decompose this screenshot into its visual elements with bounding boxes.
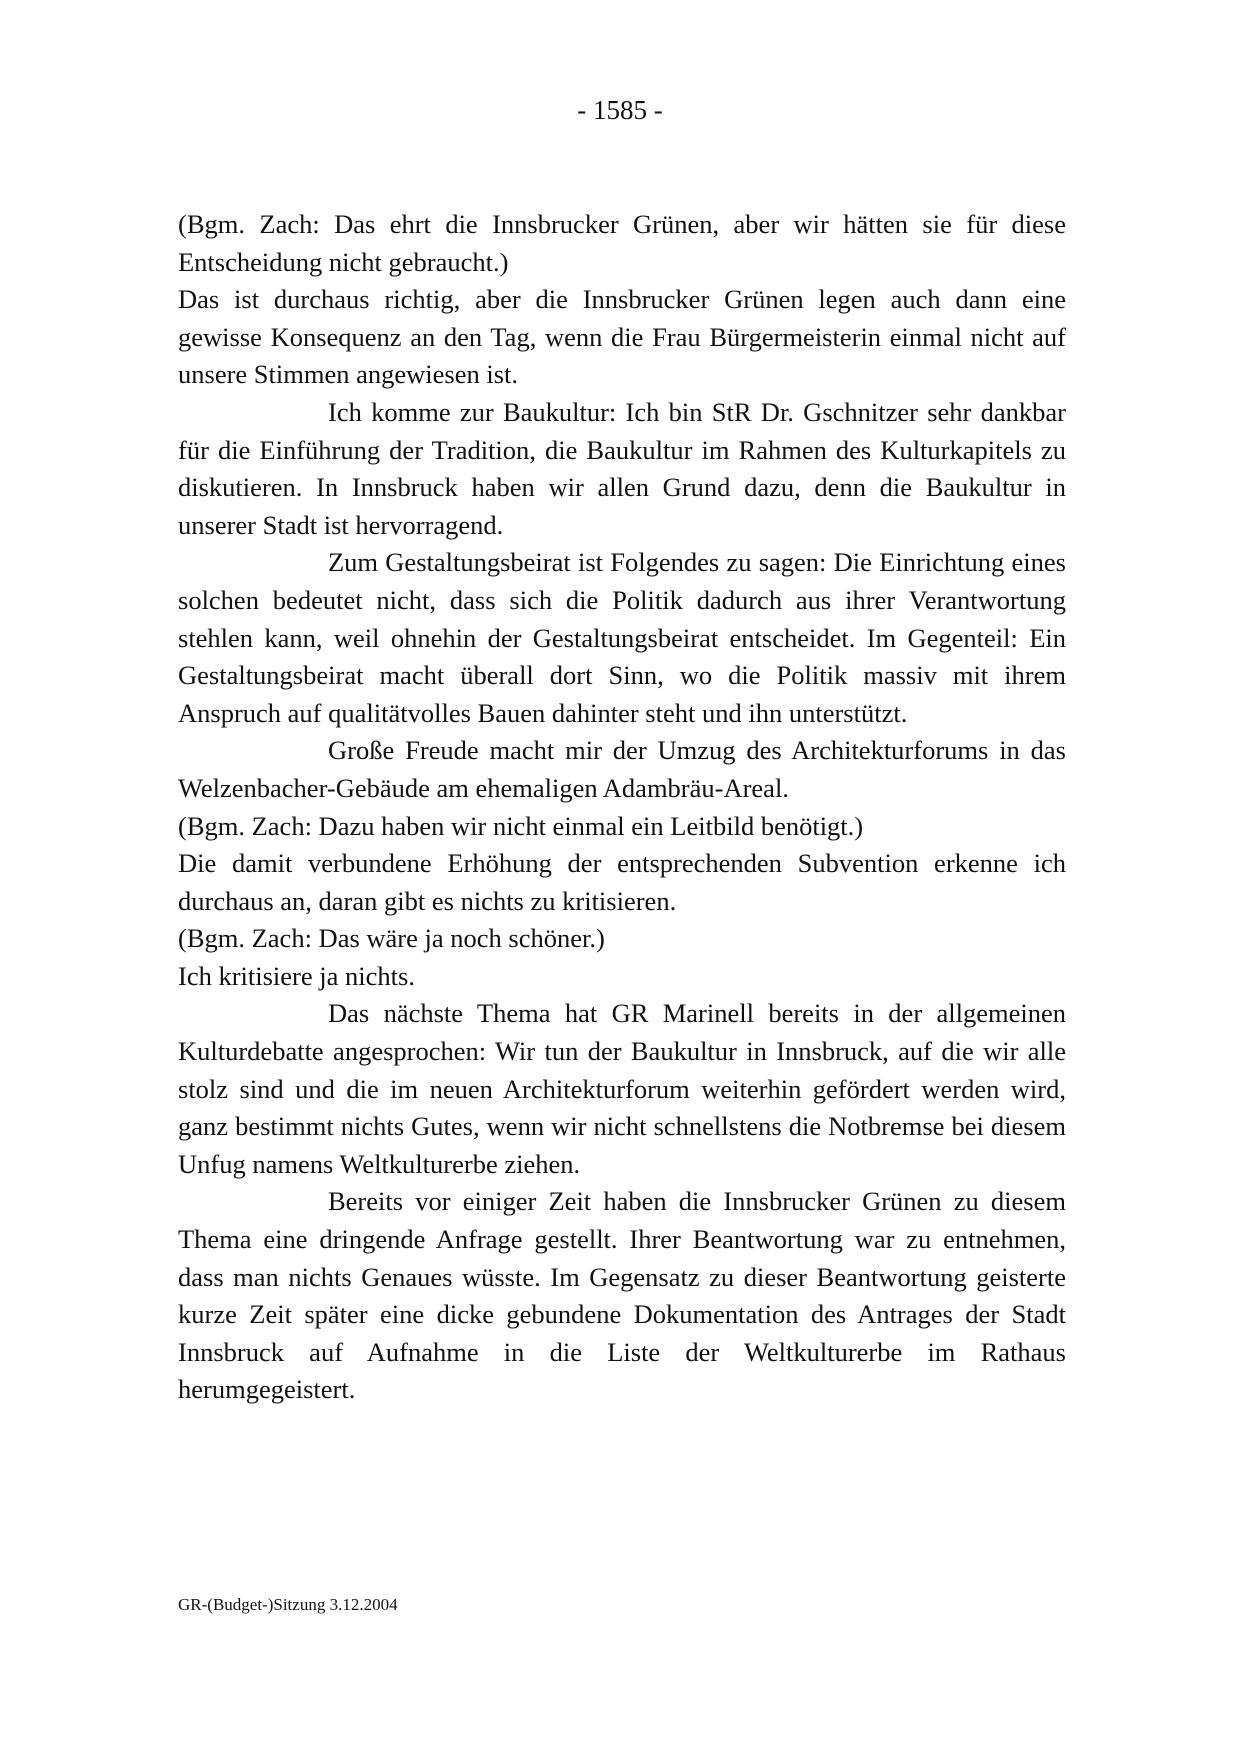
paragraph: Große Freude macht mir der Umzug des Architekturforums in das Welzenbacher-Gebäude am ehemaligen Adambräu-Areal. (178, 735, 1066, 803)
paragraph-interjection: (Bgm. Zach: Das wäre ja noch schöner.) (178, 923, 605, 954)
footer-session-label: GR-(Budget-)Sitzung 3.12.2004 (178, 1595, 398, 1614)
paragraph: Die damit verbundene Erhöhung der entsprechenden Subvention erkenne ich durchaus an, daran gibt es nichts zu kritisieren. (178, 848, 1066, 916)
paragraph: Zum Gestaltungsbeirat ist Folgendes zu sagen: Die Einrichtung eines solchen bedeutet nicht, dass sich die Politik dadurch aus ihrer Verantwortung stehlen kann, weil ohnehin der Gestaltungsbeirat entscheidet. Im Gegenteil: Ein Gestaltungsbeirat macht überall dort Sinn, wo die Politik massiv mit ihrem Anspruch auf qualitätvolles Bauen dahinter steht und ihn unterstützt. (178, 547, 1066, 728)
page-number: - 1585 - (577, 95, 663, 125)
paragraph: Ich komme zur Baukultur: Ich bin StR Dr. Gschnitzer sehr dankbar für die Einführung der Tradition, die Baukultur im Rahmen des Kulturkapitels zu diskutieren. In Innsbruck haben wir allen Grund dazu, denn die Baukultur in unserer Stadt ist hervorragend. (178, 396, 1066, 540)
paragraph: Das nächste Thema hat GR Marinell bereits in der allgemeinen Kulturdebatte angesprochen: Wir tun der Baukultur in Innsbruck, auf die wir alle stolz sind und die im neuen Architekturforum weiterhin gefördert werden wird, ganz bestimmt nichts Gutes, wenn wir nicht schnellstens die Notbremse bei diesem Unfug namens Weltkulturerbe ziehen. (178, 998, 1066, 1179)
paragraph-interjection: (Bgm. Zach: Dazu haben wir nicht einmal ein Leitbild benötigt.) (178, 810, 864, 841)
paragraph: Bereits vor einiger Zeit haben die Innsbrucker Grünen zu diesem Thema eine dringende Anfrage gestellt. Ihrer Beantwortung war zu entnehmen, dass man nichts Genaues wüsste. Im Gegensatz zu dieser Beantwortung geisterte kurze Zeit später eine dicke gebundene Dokumentation des Antrages der Stadt Innsbruck auf Aufnahme in die Liste der Weltkulturerbe im Rathaus herumgegeistert. (178, 1186, 1066, 1405)
paragraph-interjection: (Bgm. Zach: Das ehrt die Innsbrucker Grünen, aber wir hätten sie für diese Entscheidung nicht gebraucht.) (178, 209, 1066, 277)
body-text (178, 206, 1066, 1409)
paragraph: Das ist durchaus richtig, aber die Innsbrucker Grünen legen auch dann eine gewisse Konsequenz an den Tag, wenn die Frau Bürgermeisterin einmal nicht auf unsere Stimmen angewiesen ist. (178, 284, 1066, 390)
paragraph: Ich kritisiere ja nichts. (178, 960, 415, 991)
